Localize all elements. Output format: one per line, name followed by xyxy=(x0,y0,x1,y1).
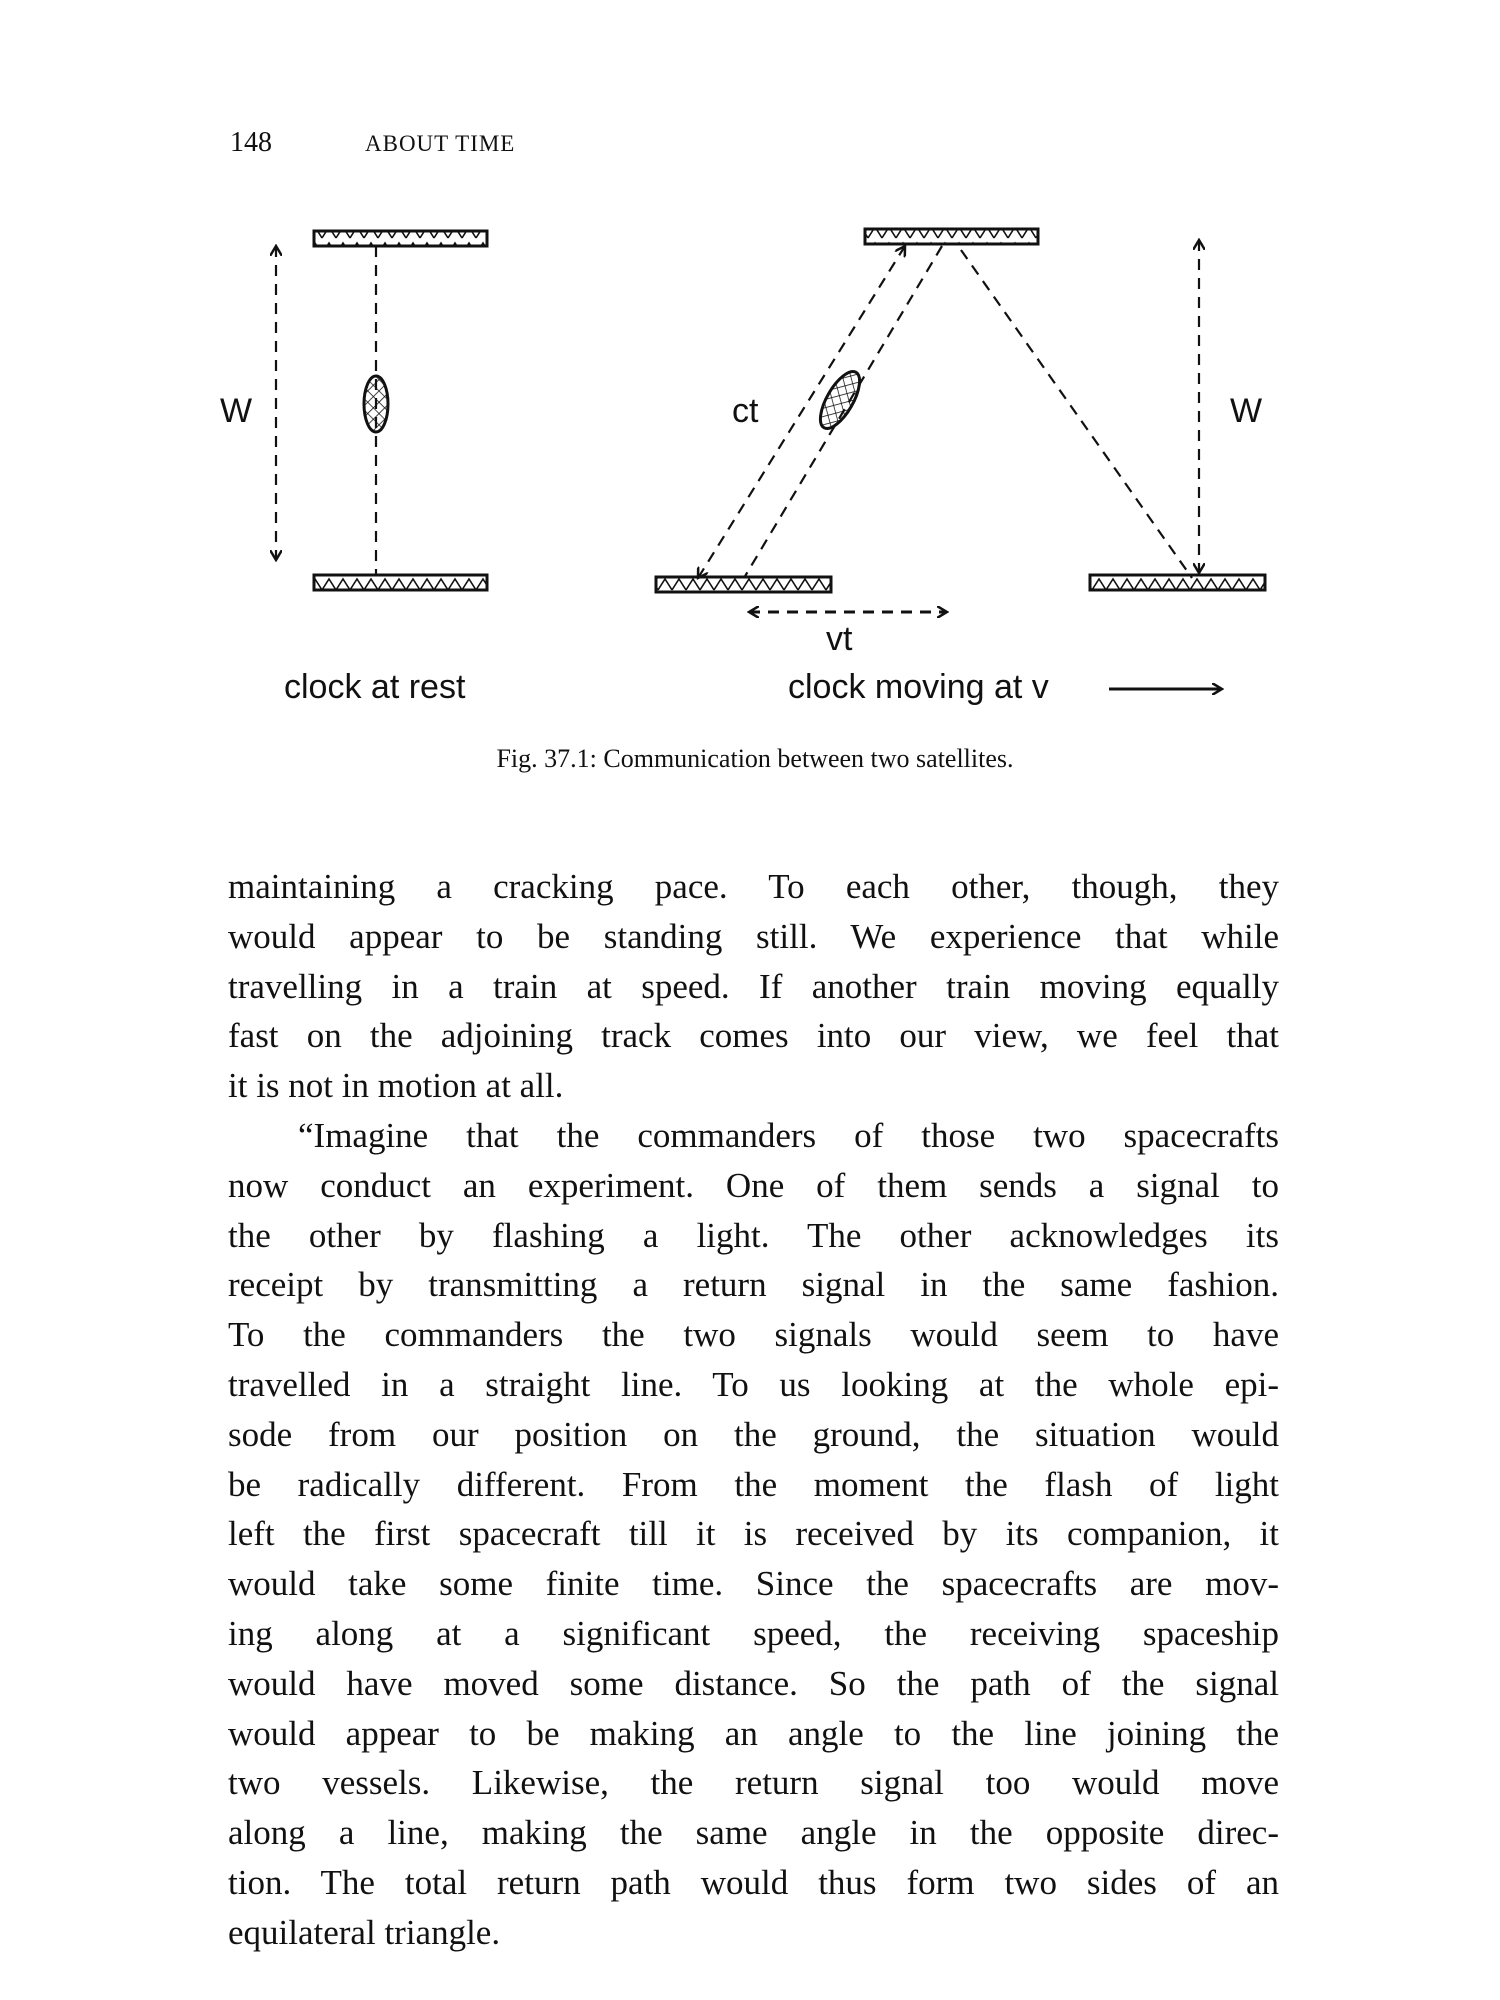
text-line: now conduct an experiment. One of them sends a signal to xyxy=(228,1165,1279,1205)
text-line: “Imagine that the commanders of those two spacecrafts xyxy=(298,1115,1279,1155)
body-text xyxy=(228,862,1279,1958)
text-line: left the first spacecraft till it is received by its companion, it xyxy=(228,1514,1279,1554)
figure-caption: Fig. 37.1: Communication between two satellites. xyxy=(496,744,1014,773)
text-line: equilateral triangle. xyxy=(228,1912,501,1952)
text-line: would appear to be making an angle to the line joining the xyxy=(228,1713,1279,1753)
text-line: travelling in a train at speed. If another train moving equally xyxy=(228,966,1279,1006)
text-line: be radically different. From the moment the flash of light xyxy=(228,1464,1279,1504)
satellite-bottom-left-moving xyxy=(656,577,831,592)
figure-diagram xyxy=(0,0,1500,800)
text-line: would appear to be standing still. We experience that while xyxy=(228,916,1279,956)
light-pulse-moving xyxy=(813,366,868,434)
text-line: tion. The total return path would thus form two sides of an xyxy=(228,1862,1279,1902)
running-title: ABOUT TIME xyxy=(365,131,516,156)
page-number: 148 xyxy=(230,127,272,158)
satellite-bottom-rest xyxy=(314,575,487,590)
text-line: sode from our position on the ground, the situation would xyxy=(228,1414,1279,1454)
satellite-top-rest xyxy=(314,231,487,246)
light-pulse-rest xyxy=(364,376,388,432)
text-line: fast on the adjoining track comes into our view, we feel that xyxy=(228,1016,1279,1056)
label-vt: vt xyxy=(826,620,853,658)
text-line: would take some finite time. Since the spacecrafts are mov- xyxy=(228,1564,1279,1604)
text-line: ing along at a significant speed, the receiving spaceship xyxy=(228,1613,1279,1653)
text-line: two vessels. Likewise, the return signal too would move xyxy=(228,1763,1279,1803)
text-line: receipt by transmitting a return signal in the same fashion. xyxy=(228,1265,1279,1305)
label-w-right: W xyxy=(1230,392,1263,430)
text-line: would have moved some distance. So the path of the signal xyxy=(228,1663,1279,1703)
text-line: it is not in motion at all. xyxy=(228,1066,564,1106)
label-ct: ct xyxy=(732,392,759,430)
text-line: maintaining a cracking pace. To each other, though, they xyxy=(228,867,1279,906)
text-line: along a line, making the same angle in the opposite direc- xyxy=(228,1813,1279,1853)
text-line: travelled in a straight line. To us looking at the whole epi- xyxy=(228,1364,1279,1404)
signal-path-ct-1 xyxy=(698,246,905,578)
label-clock-at-rest: clock at rest xyxy=(284,668,466,706)
satellite-top-moving xyxy=(865,229,1038,244)
label-clock-moving: clock moving at v xyxy=(788,668,1049,706)
label-w-left: W xyxy=(220,392,253,430)
signal-path-return xyxy=(961,250,1192,578)
text-line: To the commanders the two signals would seem to have xyxy=(228,1315,1279,1355)
text-line: the other by flashing a light. The other acknowledges its xyxy=(228,1215,1279,1255)
satellite-bottom-right-moving xyxy=(1090,575,1265,590)
